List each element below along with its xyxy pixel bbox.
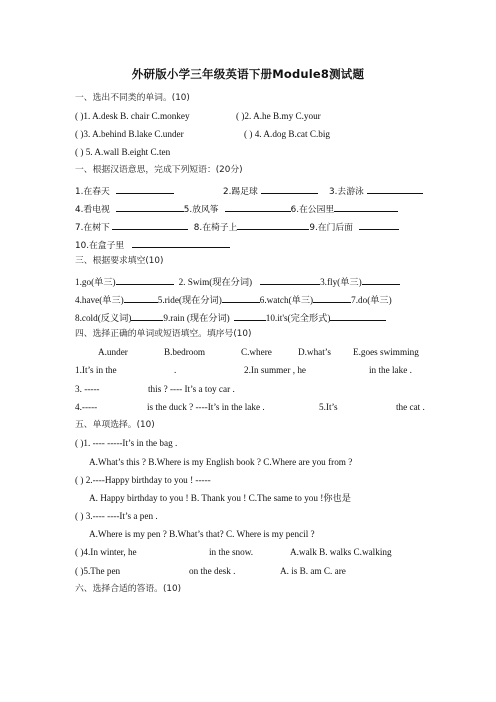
s3-item-8: 8.cold(反义词) [75, 313, 132, 323]
s2-item-10: 10.在盒子里 [75, 241, 125, 251]
s1-question-1: ( )1. A.desk B. chair C.monkey [75, 111, 190, 121]
s4-q2-part-a: 2.In summer , he [244, 365, 307, 375]
s1-question-5: ( ) 5. A.wall B.eight C.ten [75, 147, 171, 157]
section-6-heading: 六、选择合适的答语。(10) [75, 584, 182, 594]
answer-blank[interactable] [359, 220, 399, 230]
answer-blank[interactable] [237, 220, 309, 230]
s3-item-7: 7.do(单三) [351, 295, 392, 305]
s3-item-1: 1.go(单三) [75, 277, 116, 287]
s4-q4-part-b: is the duck ? ----It’s in the lake . [147, 402, 265, 412]
s3-row-3 [75, 311, 386, 324]
s5-question-1: ( )1. ---- -----It’s in the bag . [75, 438, 178, 448]
s3-row-2 [75, 293, 392, 306]
answer-blank[interactable] [116, 184, 174, 194]
answer-blank[interactable] [132, 238, 230, 248]
s4-q5-part-b: the cat . [396, 402, 425, 412]
section-1-heading: 一、选出不同类的单词。(10) [75, 93, 190, 103]
s2-row-1b [223, 184, 318, 198]
s4-option-a: A.under [98, 347, 128, 357]
answer-blank[interactable] [116, 275, 174, 285]
section-3-heading: 三、根据要求填空(10) [75, 256, 164, 266]
s1-question-2: ( )2. A.he B.my C.your [236, 111, 321, 121]
s2-item-4: 4.看电视 [75, 205, 110, 215]
s4-option-c: C.where [241, 347, 272, 357]
s4-option-b: B.bedroom [164, 347, 206, 357]
s5-question-5-options: A. is B. am C. are [280, 566, 346, 576]
s5-question-4-part-a: ( )4.In winter, he [75, 547, 137, 557]
s3-item-10: 10.it's(完全形式) [265, 313, 331, 323]
s5-question-5-part-b: on the desk . [189, 566, 236, 576]
s5-question-4-options: A.walk B. walks C.walking [290, 547, 392, 557]
s4-q3-part-a: 3. ----- [75, 384, 100, 394]
s2-item-3: 3.去游泳 [329, 187, 364, 197]
s2-item-8: 8.在椅子上 [193, 223, 238, 233]
s2-row-2 [75, 202, 398, 216]
s4-q1-part-a: 1.It’s in the [75, 365, 117, 375]
answer-blank[interactable] [234, 311, 266, 321]
page-title: 外研版小学三年级英语下册Module8测试题 [131, 67, 365, 81]
s4-option-d: D.what’s [298, 347, 331, 357]
section-4-heading: 四、选择正确的单词或短语填空。填序号(10) [75, 329, 252, 339]
s2-item-1: 1.在春天 [75, 187, 110, 197]
s4-q2-part-b: in the lake . [369, 365, 412, 375]
s5-question-3: ( ) 3.---- ----It’s a pen . [75, 511, 158, 521]
s5-question-5-part-a: ( )5.The pen [75, 566, 121, 576]
answer-blank[interactable] [131, 311, 163, 321]
s5-question-4-part-b: in the snow. [209, 547, 254, 557]
s1-question-4: ( ) 4. A.dog B.cat C.big [244, 129, 330, 139]
s5-question-1-options: A.What’s this ? B.Where is my English book ? C.Where are you from ? [89, 457, 353, 467]
answer-blank[interactable] [261, 184, 318, 194]
s3-row-1 [75, 275, 400, 288]
s2-row-3 [75, 220, 399, 234]
s3-item-4: 4.have(单三) [75, 295, 124, 305]
s4-option-e: E.goes swimming [353, 347, 419, 357]
s4-q5-part-a: 5.It’s [319, 402, 338, 412]
s3-item-6: 6.watch(单三) [259, 295, 314, 305]
s5-question-2-options: A. Happy birthday to you ! B. Thank you ! C.The same to you !你也是 [89, 493, 351, 503]
s3-item-3: 3.fly(单三) [320, 277, 362, 287]
s2-row-4 [75, 238, 230, 252]
answer-blank[interactable] [112, 220, 188, 230]
s2-row-1c [329, 184, 423, 198]
s4-q4-part-a: 4.----- [75, 402, 98, 412]
s2-item-6: 6.在公园里 [290, 205, 335, 215]
s5-question-2: ( ) 2.----Happy birthday to you ! ----- [75, 475, 211, 485]
s4-q3-part-b: this ? ---- It’s a toy car . [148, 384, 235, 394]
answer-blank[interactable] [367, 184, 423, 194]
answer-blank[interactable] [362, 275, 400, 285]
answer-blank[interactable] [313, 293, 351, 303]
s2-item-5: 5.放风筝 [183, 205, 219, 215]
answer-blank[interactable] [116, 202, 184, 212]
s2-item-2: 2.踢足球 [223, 187, 258, 197]
answer-blank[interactable] [260, 275, 320, 285]
s3-item-9: 9.rain (现在分词) [163, 313, 230, 323]
s3-item-5: 5.ride(现在分词) [157, 295, 222, 305]
s2-item-7: 7.在树下 [75, 223, 110, 233]
s3-item-2: 2. Swim(现在分词) [178, 277, 253, 287]
answer-blank[interactable] [330, 311, 386, 321]
answer-blank[interactable] [124, 293, 158, 303]
answer-blank[interactable] [222, 293, 260, 303]
s2-row-1 [75, 184, 174, 198]
answer-blank[interactable] [225, 202, 291, 212]
s4-q1-part-b: . [174, 365, 177, 375]
s2-item-9: 9.在门后面 [309, 223, 353, 233]
section-5-heading: 五、单项选择。(10) [75, 420, 155, 430]
s5-question-3-options: A.Where is my pen ? B.What’s that? C. Where is my pencil ? [89, 529, 315, 539]
s1-question-3: ( )3. A.behind B.lake C.under [75, 129, 184, 139]
answer-blank[interactable] [334, 202, 398, 212]
section-2-heading: 一、根据汉语意思，完成下列短语：(20分) [75, 165, 243, 175]
